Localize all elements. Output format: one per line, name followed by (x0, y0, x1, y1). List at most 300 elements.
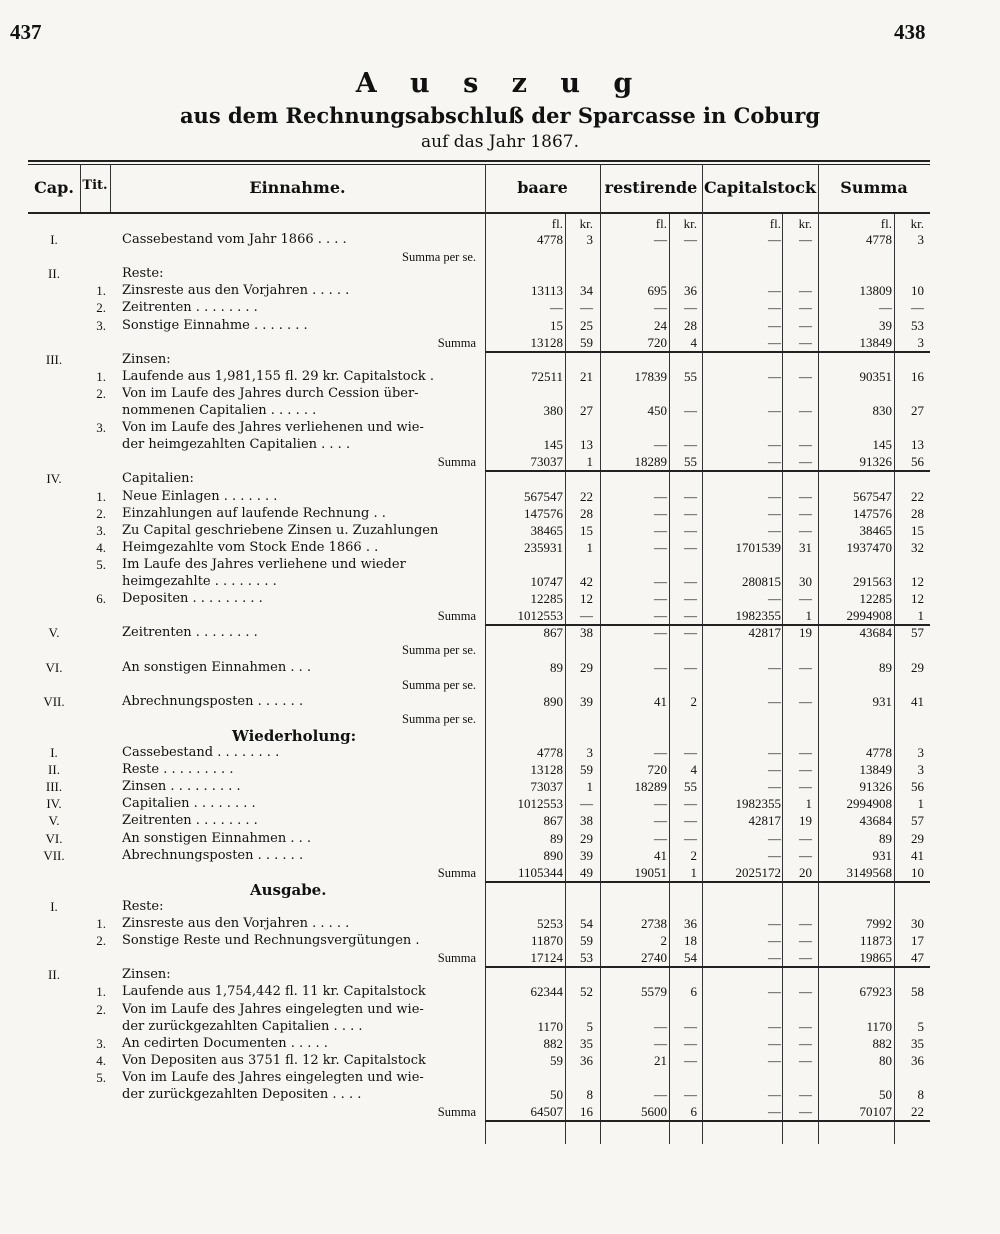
amount-cell: 90351 (859, 368, 892, 384)
amount-cell: 36 (911, 1052, 924, 1068)
amount-cell: 18289 (634, 454, 667, 470)
amount-cell: 830 (872, 403, 892, 418)
title-number: 3. (96, 420, 106, 436)
row-description: der zurückgezahlten Depositen . . . . (122, 1087, 362, 1102)
amount-cell: — (768, 745, 781, 760)
amount-cell: — (799, 403, 812, 418)
amount-cell: 13 (580, 437, 593, 453)
amount-cell: 380 (543, 403, 563, 418)
table-row (0, 1036, 1000, 1052)
amount-cell: 3 (917, 762, 924, 778)
amount-cell: — (580, 608, 593, 624)
amount-cell: — (768, 847, 781, 863)
amount-cell: 12 (911, 591, 924, 607)
amount-cell: 720 (647, 762, 667, 778)
amount-cell: 39 (879, 317, 892, 333)
row-description: Von im Laufe des Jahres durch Cession über- (122, 385, 419, 401)
chapter-number: IV. (46, 471, 62, 487)
row-description: Von im Laufe des Jahres eingelegten und wie- (122, 1001, 424, 1017)
amount-cell: 720 (647, 334, 667, 350)
amount-cell: 67923 (859, 984, 892, 1000)
amount-cell: 17124 (530, 950, 563, 966)
amount-cell: — (799, 334, 812, 350)
amount-cell: 55 (684, 368, 697, 384)
section-heading-row (0, 882, 1000, 898)
amount-cell: — (799, 300, 812, 316)
amount-cell: 70107 (859, 1104, 892, 1120)
title-number: 6. (96, 591, 106, 607)
amount-cell: 36 (684, 283, 697, 299)
amount-cell: 64507 (530, 1104, 563, 1120)
amount-cell: 5 (917, 1018, 924, 1034)
amount-cell: — (654, 437, 667, 453)
title-number: 2. (96, 1001, 106, 1017)
amount-cell: 34 (580, 283, 593, 299)
table-row (0, 471, 1000, 487)
title-number: 1. (96, 488, 106, 504)
row-description: Sonstige Einnahme . . . . . . . (122, 317, 308, 333)
amount-cell: — (684, 232, 697, 247)
table-row (0, 762, 1000, 778)
amount-cell: 29 (911, 830, 924, 846)
amount-cell: — (580, 796, 593, 812)
amount-cell: 931 (872, 847, 892, 863)
amount-cell: — (654, 1035, 667, 1051)
amount-cell: 57 (911, 813, 924, 829)
amount-cell: 25 (580, 317, 593, 333)
table-row (0, 694, 1000, 710)
row-description: heimgezahlte . . . . . . . . (122, 574, 277, 589)
amount-cell: 59 (550, 1052, 563, 1068)
amount-cell: — (684, 813, 697, 829)
amount-cell: 1 (805, 608, 812, 624)
amount-cell: 890 (543, 847, 563, 863)
amount-cell: 42817 (748, 625, 781, 641)
chapter-number: VII. (43, 847, 65, 863)
table-row (0, 420, 1000, 436)
summa-label: Summa (437, 609, 476, 624)
amount-cell: — (684, 1018, 697, 1034)
amount-cell: — (799, 488, 812, 504)
row-description: Cassebestand . . . . . . . . (122, 745, 280, 760)
amount-cell: — (768, 916, 781, 931)
amount-cell: — (768, 300, 781, 316)
title-number: 5. (96, 1069, 106, 1085)
chapter-number: VI. (45, 659, 63, 675)
amount-cell: 41 (911, 847, 924, 863)
amount-cell: 4778 (866, 232, 892, 247)
amount-cell: — (654, 813, 667, 829)
amount-cell: 2025172 (735, 864, 781, 880)
amount-cell: 32 (911, 539, 924, 555)
amount-cell: 43684 (859, 625, 892, 641)
amount-cell: 11870 (530, 933, 563, 949)
amount-cell: — (768, 591, 781, 607)
amount-cell: 931 (872, 693, 892, 709)
amount-cell: — (768, 505, 781, 521)
amount-cell: 31 (799, 539, 812, 555)
title-number: 1. (96, 283, 106, 299)
row-description: Capitalien: (122, 471, 194, 487)
row-description: Von im Laufe des Jahres verliehenen und wie- (122, 420, 424, 436)
amount-cell: 6 (690, 1104, 697, 1120)
summa-label: Summa per se. (402, 677, 476, 692)
header-restirende: restirende (604, 178, 698, 197)
summa-label: Summa (437, 1105, 476, 1120)
amount-cell: 882 (543, 1035, 563, 1051)
row-description: Im Laufe des Jahres verliehene und wieder (122, 556, 406, 572)
amount-cell: 13128 (530, 334, 563, 350)
amount-cell: — (768, 779, 781, 795)
unit-label: kr. (579, 216, 593, 231)
table-row (0, 523, 1000, 539)
row-description: Zinsen . . . . . . . . . (122, 779, 241, 795)
amount-cell: 28 (684, 317, 697, 333)
row-description: An sonstigen Einnahmen . . . (122, 659, 312, 675)
amount-cell: 145 (543, 437, 563, 453)
amount-cell: — (550, 300, 563, 316)
amount-cell: 2 (690, 693, 697, 709)
title-number: 1. (96, 984, 106, 1000)
row-description: Laufende aus 1,981,155 fl. 29 kr. Capitalstock . (122, 368, 434, 384)
amount-cell: 19 (799, 625, 812, 641)
amount-cell: 450 (647, 403, 667, 418)
document-subtitle: aus dem Rechnungsabschluß der Sparcasse in Coburg (179, 103, 821, 128)
amount-cell: 89 (879, 830, 892, 846)
amount-cell: 41 (654, 693, 667, 709)
amount-cell: 13849 (859, 334, 892, 350)
table-rule (28, 164, 930, 165)
row-description: Abrechnungsposten . . . . . . (122, 847, 304, 863)
chapter-number: I. (50, 898, 58, 914)
table-row (0, 540, 1000, 556)
table-row (0, 506, 1000, 522)
title-number: 4. (96, 539, 106, 555)
amount-cell: 20 (799, 864, 812, 880)
table-row (0, 1070, 1000, 1086)
amount-cell: — (799, 283, 812, 299)
amount-cell: 1012553 (517, 608, 563, 624)
summa-rule (485, 1120, 930, 1122)
amount-cell: — (768, 950, 781, 966)
amount-cell: 49 (580, 864, 593, 880)
amount-cell: 5 (586, 1018, 593, 1034)
summary-row (0, 249, 1000, 265)
title-number: 3. (96, 522, 106, 538)
amount-cell: 47 (911, 950, 924, 966)
amount-cell: 3 (586, 745, 593, 760)
amount-cell: 2740 (641, 950, 667, 966)
amount-cell: — (799, 950, 812, 966)
summary-row (0, 677, 1000, 693)
table-row (0, 796, 1000, 812)
amount-cell: 4 (690, 334, 697, 350)
table-row (0, 574, 1000, 590)
row-description: Einzahlungen auf laufende Rechnung . . (122, 505, 386, 521)
amount-cell: — (768, 488, 781, 504)
title-number: 2. (96, 505, 106, 521)
amount-cell: 91326 (859, 454, 892, 470)
amount-cell: 10 (911, 283, 924, 299)
amount-cell: — (684, 625, 697, 641)
amount-cell: — (799, 933, 812, 949)
amount-cell: 38465 (859, 522, 892, 538)
amount-cell: 13113 (530, 283, 563, 299)
amount-cell: 13 (911, 437, 924, 453)
amount-cell: 89 (550, 659, 563, 675)
amount-cell: — (684, 403, 697, 418)
amount-cell: 147576 (524, 505, 563, 521)
amount-cell: — (768, 1104, 781, 1120)
summary-row (0, 950, 1000, 966)
amount-cell: 12285 (859, 591, 892, 607)
amount-cell: 235931 (524, 539, 563, 555)
row-description: An cedirten Documenten . . . . . (122, 1035, 328, 1051)
amount-cell: 1 (586, 779, 593, 795)
amount-cell: 36 (684, 916, 697, 931)
amount-cell: — (654, 625, 667, 641)
amount-cell: 36 (580, 1052, 593, 1068)
amount-cell: 28 (580, 505, 593, 521)
amount-cell: — (799, 1104, 812, 1120)
amount-cell: 19051 (634, 864, 667, 880)
amount-cell: 62344 (530, 984, 563, 1000)
amount-cell: 21 (580, 368, 593, 384)
amount-cell: 5253 (537, 916, 563, 931)
header-baare: baare (517, 178, 568, 197)
amount-cell: 1 (586, 539, 593, 555)
amount-cell: 73037 (530, 779, 563, 795)
table-rule (28, 212, 930, 214)
amount-cell: — (768, 1087, 781, 1102)
amount-cell: — (799, 1018, 812, 1034)
amount-cell: 2738 (641, 916, 667, 931)
amount-cell: 19 (799, 813, 812, 829)
chapter-number: VI. (45, 830, 63, 846)
table-row (0, 813, 1000, 829)
amount-cell: 291563 (853, 574, 892, 589)
row-description: Zeitrenten . . . . . . . . (122, 300, 258, 316)
amount-cell: 72511 (530, 368, 563, 384)
chapter-number: II. (48, 266, 60, 282)
amount-cell: — (768, 830, 781, 846)
summary-row (0, 608, 1000, 624)
row-description: Von im Laufe des Jahres eingelegten und wie- (122, 1069, 424, 1085)
amount-cell: 1 (917, 796, 924, 812)
title-number: 2. (96, 300, 106, 316)
amount-cell: — (768, 403, 781, 418)
amount-cell: 8 (917, 1087, 924, 1102)
amount-cell: 1 (586, 454, 593, 470)
chapter-number: I. (50, 745, 58, 760)
amount-cell: 27 (911, 403, 924, 418)
amount-cell: — (799, 591, 812, 607)
amount-cell: 21 (654, 1052, 667, 1068)
row-description: Reste . . . . . . . . . (122, 762, 234, 778)
amount-cell: — (654, 232, 667, 247)
amount-cell: 53 (580, 950, 593, 966)
amount-cell: 12 (911, 574, 924, 589)
title-number: 1. (96, 916, 106, 931)
title-number: 3. (96, 1035, 106, 1051)
amount-cell: — (684, 1087, 697, 1102)
table-row (0, 232, 1000, 248)
amount-cell: — (684, 1035, 697, 1051)
header-einnahme: Einnahme. (249, 178, 346, 197)
amount-cell: 54 (684, 950, 697, 966)
amount-cell: — (684, 539, 697, 555)
table-row (0, 300, 1000, 316)
amount-cell: — (768, 933, 781, 949)
amount-cell: 30 (911, 916, 924, 931)
row-description: Reste: (122, 266, 164, 282)
amount-cell: 55 (684, 779, 697, 795)
summary-row (0, 335, 1000, 351)
amount-cell: 145 (872, 437, 892, 453)
amount-cell: 50 (550, 1087, 563, 1102)
amount-cell: — (684, 505, 697, 521)
amount-cell: — (684, 437, 697, 453)
amount-cell: — (654, 1087, 667, 1102)
amount-cell: 4778 (866, 745, 892, 760)
amount-cell: — (654, 659, 667, 675)
unit-label: kr. (910, 216, 924, 231)
amount-cell: — (799, 368, 812, 384)
amount-cell: 19865 (859, 950, 892, 966)
amount-cell: 1170 (537, 1018, 563, 1034)
amount-cell: 1 (917, 608, 924, 624)
unit-label: fl. (655, 216, 667, 231)
amount-cell: 22 (911, 488, 924, 504)
amount-cell: — (768, 283, 781, 299)
title-number: 3. (96, 317, 106, 333)
chapter-number: II. (48, 762, 60, 778)
amount-cell: 39 (580, 847, 593, 863)
header-capitalstock: Capitalstock (703, 178, 817, 197)
table-row (0, 318, 1000, 334)
amount-cell: 38 (580, 813, 593, 829)
summa-label: Summa per se. (402, 711, 476, 726)
amount-cell: — (654, 796, 667, 812)
amount-cell: 11873 (859, 933, 892, 949)
amount-cell: — (684, 522, 697, 538)
amount-cell: 567547 (524, 488, 563, 504)
chapter-number: V. (48, 625, 60, 641)
amount-cell: 1937470 (846, 539, 892, 555)
amount-cell: — (768, 1018, 781, 1034)
amount-cell: — (684, 574, 697, 589)
amount-cell: 29 (580, 830, 593, 846)
amount-cell: — (684, 830, 697, 846)
amount-cell: 867 (543, 625, 563, 641)
amount-cell: 567547 (853, 488, 892, 504)
amount-cell: — (654, 1018, 667, 1034)
amount-cell: — (911, 300, 924, 316)
table-row (0, 591, 1000, 607)
header-summa: Summa (840, 178, 908, 197)
amount-cell: — (799, 847, 812, 863)
section-heading-row (0, 728, 1000, 744)
row-description: Laufende aus 1,754,442 fl. 11 kr. Capitalstock (122, 984, 426, 1000)
amount-cell: — (654, 522, 667, 538)
table-row (0, 283, 1000, 299)
amount-cell: 53 (911, 317, 924, 333)
row-description: Sonstige Reste und Rechnungsvergütungen . (122, 933, 420, 949)
amount-cell: 59 (580, 933, 593, 949)
amount-cell: — (684, 591, 697, 607)
summa-label: Summa per se. (402, 643, 476, 658)
amount-cell: — (799, 1052, 812, 1068)
amount-cell: — (799, 522, 812, 538)
amount-cell: — (799, 1035, 812, 1051)
amount-cell: 1982355 (735, 608, 781, 624)
row-description: Zeitrenten . . . . . . . . (122, 813, 258, 829)
amount-cell: 890 (543, 693, 563, 709)
amount-cell: — (768, 232, 781, 247)
summa-label: Summa per se. (402, 250, 476, 265)
amount-cell: — (799, 984, 812, 1000)
amount-cell: 58 (911, 984, 924, 1000)
amount-cell: 8 (586, 1087, 593, 1102)
amount-cell: — (768, 1052, 781, 1068)
unit-label: fl. (880, 216, 892, 231)
amount-cell: — (654, 539, 667, 555)
amount-cell: — (799, 1087, 812, 1102)
table-row (0, 625, 1000, 641)
table-row (0, 1053, 1000, 1069)
amount-cell: 13849 (859, 762, 892, 778)
header-cap: Cap. (34, 178, 74, 197)
amount-cell: 1701539 (735, 539, 781, 555)
row-description: An sonstigen Einnahmen . . . (122, 830, 312, 846)
amount-cell: 882 (872, 1035, 892, 1051)
summary-row (0, 1104, 1000, 1120)
summa-label: Summa (437, 865, 476, 880)
amount-cell: — (879, 300, 892, 316)
amount-cell: — (654, 300, 667, 316)
summa-label: Summa (437, 951, 476, 966)
title-number: 2. (96, 933, 106, 949)
amount-cell: — (684, 1052, 697, 1068)
amount-cell: — (799, 437, 812, 453)
amount-cell: 59 (580, 334, 593, 350)
amount-cell: — (799, 779, 812, 795)
amount-cell: — (684, 488, 697, 504)
title-number: 2. (96, 385, 106, 401)
amount-cell: — (799, 659, 812, 675)
amount-cell: 4 (690, 762, 697, 778)
row-description: Abrechnungsposten . . . . . . (122, 693, 304, 709)
amount-cell: 1982355 (735, 796, 781, 812)
amount-cell: 13128 (530, 762, 563, 778)
summary-row (0, 454, 1000, 470)
chapter-number: I. (50, 232, 58, 247)
amount-cell: — (654, 574, 667, 589)
amount-cell: 1 (690, 864, 697, 880)
amount-cell: 89 (879, 659, 892, 675)
amount-cell: 867 (543, 813, 563, 829)
row-description: Reste: (122, 898, 164, 914)
summa-label: Summa (437, 455, 476, 470)
amount-cell: 24 (654, 317, 667, 333)
amount-cell: 56 (911, 454, 924, 470)
amount-cell: 55 (684, 454, 697, 470)
unit-label: kr. (683, 216, 697, 231)
chapter-number: IV. (46, 796, 62, 812)
amount-cell: 35 (580, 1035, 593, 1051)
amount-cell: 4778 (537, 232, 563, 247)
amount-cell: — (799, 916, 812, 931)
